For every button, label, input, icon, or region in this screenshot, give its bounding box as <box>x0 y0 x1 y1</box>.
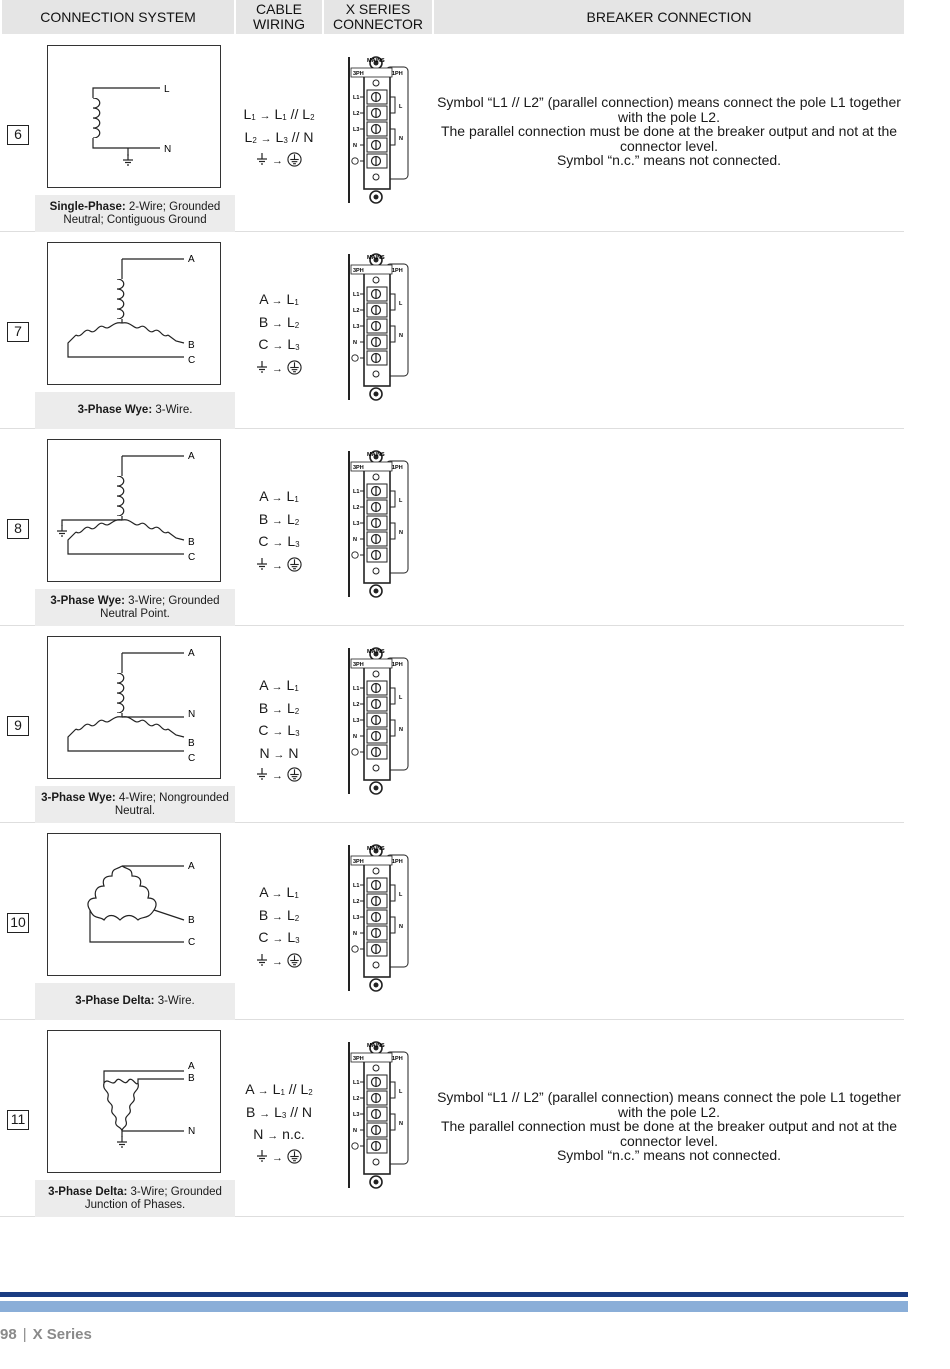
mains-connector-icon <box>345 841 411 999</box>
svg-text:MAINS: MAINS <box>367 649 385 655</box>
svg-text:L1: L1 <box>353 1080 360 1086</box>
svg-text:1PH: 1PH <box>392 268 403 274</box>
row-number: 8 <box>7 519 29 539</box>
mains-connector-icon <box>345 1038 411 1196</box>
svg-text:L1: L1 <box>353 95 360 101</box>
caption: 3-Phase Wye: 3-Wire. <box>35 392 235 429</box>
svg-text:1PH: 1PH <box>392 71 403 77</box>
caption: 3-Phase Wye: 3-Wire; Grounded Neutral Point. <box>35 589 235 626</box>
diagram-label: C <box>188 552 196 563</box>
svg-text:MAINS: MAINS <box>367 255 385 261</box>
svg-text:L2: L2 <box>353 308 360 314</box>
protective-earth-icon <box>287 360 302 375</box>
svg-text:MAINS: MAINS <box>367 58 385 64</box>
svg-text:MAINS: MAINS <box>367 452 385 458</box>
svg-text:L2: L2 <box>353 899 360 905</box>
header-breaker-connection: BREAKER CONNECTION <box>434 0 904 34</box>
svg-text:L2: L2 <box>353 702 360 708</box>
svg-text:L3: L3 <box>353 127 360 133</box>
footer-bar-light <box>0 1301 908 1312</box>
diagram-label: A <box>188 1061 195 1072</box>
svg-text:L: L <box>399 695 403 701</box>
single-phase-diagram <box>47 45 221 188</box>
svg-text:L: L <box>399 104 403 110</box>
svg-text:N: N <box>353 340 357 346</box>
svg-text:L: L <box>399 301 403 307</box>
svg-text:L1: L1 <box>353 686 360 692</box>
header-cable-wiring: CABLE WIRING <box>236 0 322 34</box>
svg-text:1PH: 1PH <box>392 1056 403 1062</box>
page-number: 98 <box>0 1326 17 1343</box>
svg-text:L: L <box>399 892 403 898</box>
diagram-label: N <box>164 144 172 155</box>
footer-title: X Series <box>32 1326 92 1343</box>
ground-icon <box>256 153 268 165</box>
cable-wiring: $A \to L_1$ $B \to L_2$ $C \to L_3$ N → N → <box>236 676 322 787</box>
svg-text:3PH: 3PH <box>353 465 364 471</box>
svg-text:1PH: 1PH <box>392 859 403 865</box>
svg-text:L: L <box>399 1089 403 1095</box>
table-row-10 <box>0 823 904 1020</box>
diagram-label: B <box>188 1073 195 1084</box>
cable-wiring: $A \to L_1$ $B \to L_2$ $C \to L_3$ → <box>236 883 322 972</box>
svg-text:N: N <box>399 136 403 142</box>
protective-earth-icon <box>287 953 302 968</box>
diagram-label: N <box>188 709 196 720</box>
cable-wiring: $L_1 \to L_1 // L_2$ $L_2 \to L_3 // N$ → <box>243 106 315 167</box>
caption: 3-Phase Delta: 3-Wire; Grounded Junction of Phases. <box>35 1180 235 1217</box>
ground-icon <box>256 558 268 570</box>
diagram-label: A <box>188 254 195 265</box>
table-row-6 <box>0 35 904 232</box>
diagram-label: B <box>188 738 195 749</box>
mains-connector-icon <box>345 447 411 605</box>
diagram-label: B <box>188 915 195 926</box>
diagram-label: C <box>188 937 196 948</box>
svg-text:MAINS: MAINS <box>367 1043 385 1049</box>
caption: Single-Phase: 2-Wire; Grounded Neutral; Contiguous Ground <box>35 195 235 232</box>
ground-icon <box>256 954 268 966</box>
svg-text:3PH: 3PH <box>353 859 364 865</box>
row-number: 6 <box>7 125 29 145</box>
caption: 3-Phase Wye: 4-Wire; Nongrounded Neutral. <box>35 786 235 823</box>
svg-text:L2: L2 <box>353 505 360 511</box>
diagram-label: B <box>188 537 195 548</box>
svg-text:L3: L3 <box>353 521 360 527</box>
svg-text:L2: L2 <box>353 111 360 117</box>
diagram-label: L <box>164 84 170 95</box>
delta-3-wire-diagram <box>47 833 221 976</box>
svg-text:L1: L1 <box>353 883 360 889</box>
svg-text:3PH: 3PH <box>353 662 364 668</box>
header-connection-system: CONNECTION SYSTEM <box>2 0 234 34</box>
breaker-connection-note: Symbol “L1 // L2” (parallel connection) means connect the pole L1 together with the pole L2. The parallel connection must be done at the breaker output and not at the connector level. Symbol “n.c.” means not connected. <box>437 1089 901 1163</box>
row-number: 7 <box>7 322 29 342</box>
wye-3-wire-diagram <box>47 242 221 385</box>
svg-text:N: N <box>353 143 357 149</box>
footer-bar-dark <box>0 1292 908 1297</box>
svg-text:3PH: 3PH <box>353 268 364 274</box>
svg-text:N: N <box>399 1121 403 1127</box>
table-row-11 <box>0 1020 904 1217</box>
svg-text:N: N <box>353 1128 357 1134</box>
ground-icon <box>256 768 268 780</box>
svg-text:MAINS: MAINS <box>367 846 385 852</box>
svg-text:N: N <box>353 537 357 543</box>
table-row-8 <box>0 429 904 626</box>
wye-grounded-neutral-diagram <box>47 439 221 582</box>
svg-text:N: N <box>353 734 357 740</box>
wye-4-wire-diagram <box>47 636 221 779</box>
diagram-label: A <box>188 861 195 872</box>
svg-text:L: L <box>399 498 403 504</box>
svg-text:1PH: 1PH <box>392 465 403 471</box>
ground-icon <box>256 1150 268 1162</box>
row-number: 9 <box>7 716 29 736</box>
svg-text:3PH: 3PH <box>353 71 364 77</box>
mains-connector-icon <box>345 250 411 408</box>
protective-earth-icon <box>287 1149 302 1164</box>
table-row-9 <box>0 626 904 823</box>
svg-text:3PH: 3PH <box>353 1056 364 1062</box>
diagram-label: C <box>188 355 196 366</box>
diagram-label: A <box>188 451 195 462</box>
ground-icon <box>256 361 268 373</box>
diagram-label: C <box>188 753 196 764</box>
cable-wiring: $A \to L_1 // L_2$ $B \to L_3 // N$ N → n.c. → <box>245 1081 313 1164</box>
svg-text:N: N <box>399 727 403 733</box>
mains-connector-icon <box>345 644 411 802</box>
breaker-connection-note: Symbol “L1 // L2” (parallel connection) means connect the pole L1 together with the pole L2. The parallel connection must be done at the breaker output and not at the connector level. Symbol “n.c.” means not connected. <box>437 94 901 168</box>
page-footer: 98 | X Series <box>0 1326 92 1343</box>
caption: 3-Phase Delta: 3-Wire. <box>35 983 235 1020</box>
cable-wiring: $A \to L_1$ $B \to L_2$ $C \to L_3$ → <box>236 290 322 379</box>
svg-text:L3: L3 <box>353 915 360 921</box>
diagram-label: A <box>188 648 195 659</box>
svg-text:L3: L3 <box>353 1112 360 1118</box>
svg-text:1PH: 1PH <box>392 662 403 668</box>
protective-earth-icon <box>287 767 302 782</box>
row-number: 11 <box>7 1110 29 1130</box>
svg-text:N: N <box>399 924 403 930</box>
svg-text:L2: L2 <box>353 1096 360 1102</box>
svg-text:L3: L3 <box>353 718 360 724</box>
mains-connector-icon <box>345 53 411 211</box>
table-row-7 <box>0 232 904 429</box>
header-x-series-connector: X SERIES CONNECTOR <box>324 0 432 34</box>
protective-earth-icon <box>287 557 302 572</box>
delta-grounded-junction-diagram <box>47 1030 221 1173</box>
svg-text:L3: L3 <box>353 324 360 330</box>
svg-text:L1: L1 <box>353 292 360 298</box>
diagram-label: B <box>188 340 195 351</box>
diagram-label: N <box>188 1126 196 1137</box>
svg-text:N: N <box>353 931 357 937</box>
protective-earth-icon <box>287 152 302 167</box>
svg-text:N: N <box>399 530 403 536</box>
row-number: 10 <box>7 913 29 933</box>
cable-wiring: $A \to L_1$ $B \to L_2$ $C \to L_3$ → <box>236 487 322 576</box>
svg-text:N: N <box>399 333 403 339</box>
svg-text:L1: L1 <box>353 489 360 495</box>
